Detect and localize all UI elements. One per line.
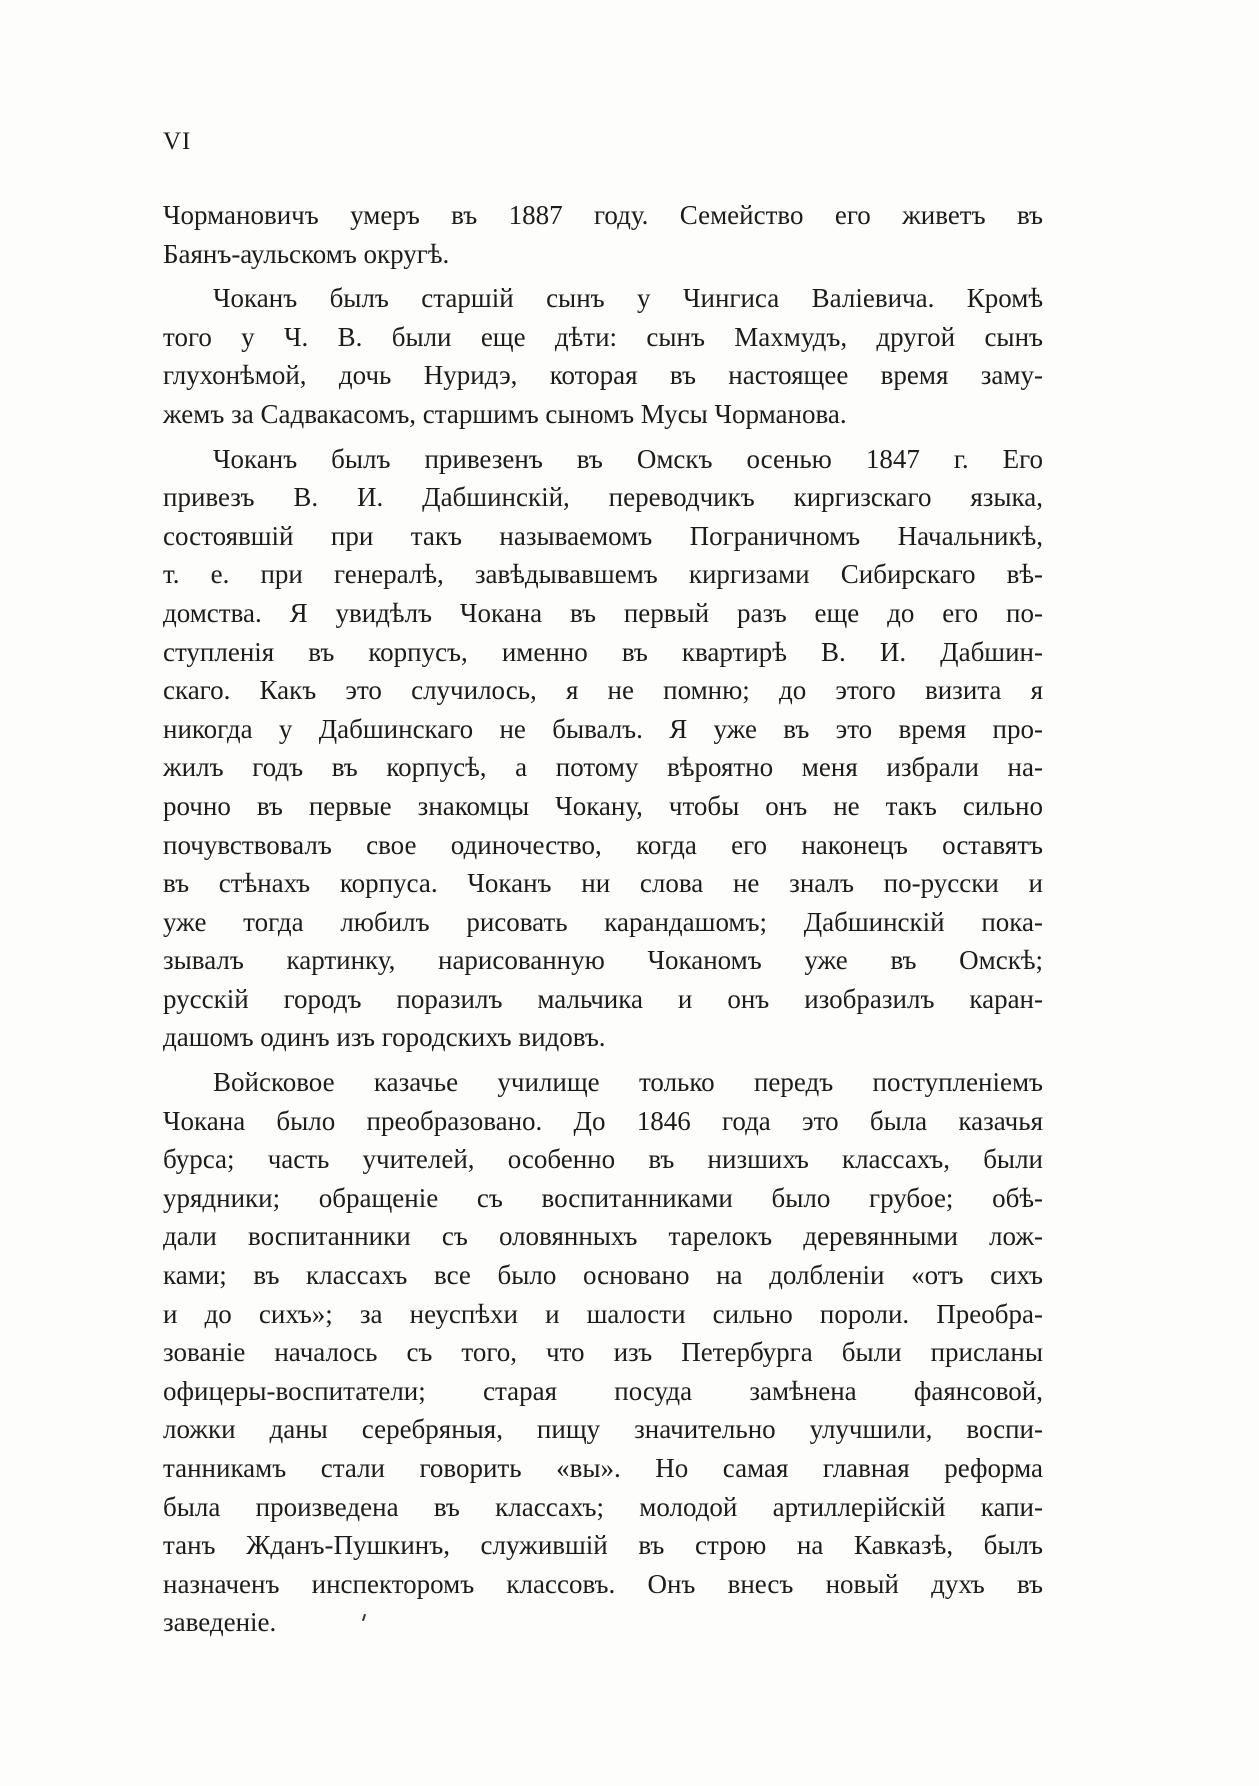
text-line: того у Ч. В. были еще дѣти: сынъ Махмудъ, другой сынъ — [163, 321, 1043, 352]
text-line: т. е. при генералѣ, завѣдывавшемъ киргизами Сибирскаго вѣ- — [163, 559, 1043, 590]
paragraph — [163, 279, 1043, 433]
text-line: танъ Жданъ-Пушкинъ, служившій въ строю на Кавказѣ, былъ — [163, 1530, 1043, 1561]
text-line: Баянъ-аульскомъ округѣ. — [163, 238, 450, 269]
page-number: VI — [163, 128, 192, 155]
text-line: бурса; часть учителей, особенно въ низшихъ классахъ, были — [163, 1144, 1043, 1175]
text-line: въ стѣнахъ корпуса. Чоканъ ни слова не зналъ по-русски и — [163, 868, 1043, 899]
text-line: назначенъ инспекторомъ классовъ. Онъ внесъ новый духъ въ — [163, 1568, 1043, 1599]
text-line: жемъ за Садвакасомъ, старшимъ сыномъ Мусы Чорманова. — [163, 398, 847, 429]
text-line: Чормановичъ умеръ въ 1887 году. Семейство его живетъ въ — [163, 200, 1043, 230]
text-line: рочно въ первые знакомцы Чокану, чтобы онъ не такъ сильно — [163, 790, 1043, 821]
text-line: ложки даны серебряныя, пищу значительно улучшили, воспи- — [163, 1414, 1043, 1445]
text-line: офицеры-воспитатели; старая посуда замѣнена фаянсовой, — [163, 1375, 1043, 1406]
text-line: почувствовалъ свое одиночество, когда его наконецъ оставятъ — [163, 829, 1043, 860]
text-line: танникамъ стали говорить «вы». Но самая главная реформа — [163, 1453, 1043, 1483]
text-line: скаго. Какъ это случилось, я не помню; до этого визита я — [163, 675, 1043, 706]
text-line: Чоканъ былъ старшій сынъ у Чингиса Валіевича. Кромѣ — [213, 283, 1043, 314]
text-line: и до сихъ»; за неуспѣхи и шалости сильно пороли. Преобра- — [163, 1298, 1043, 1329]
text-line: Чоканъ былъ привезенъ въ Омскъ осенью 1847 г. Его — [213, 443, 1043, 474]
text-line: привезъ В. И. Дабшинскій, переводчикъ киргизскаго языка, — [163, 482, 1043, 513]
text-line: никогда у Дабшинскаго не бывалъ. Я уже въ это время про- — [163, 713, 1043, 744]
text-line: была произведена въ классахъ; молодой артиллерійскій капи- — [163, 1491, 1043, 1522]
text-line: зованіе началось съ того, что изъ Петербурга были присланы — [163, 1337, 1043, 1368]
paragraph — [163, 440, 1043, 1058]
text-line: глухонѣмой, дочь Нуридэ, которая въ настоящее время заму- — [163, 360, 1043, 391]
paragraph — [163, 1063, 1043, 1642]
text-line: жилъ годъ въ корпусѣ, а потому вѣроятно меня избрали на- — [163, 752, 1043, 783]
text-body — [163, 196, 1043, 1648]
text-line: Войсковое казачье училище только передъ поступленіемъ — [213, 1067, 1043, 1098]
text-line: уже тогда любилъ рисовать карандашомъ; Дабшинскій пока- — [163, 906, 1043, 937]
text-line: дали воспитанники съ оловянныхъ тарелокъ деревянными лож- — [163, 1221, 1043, 1252]
text-line: заведеніе. — [163, 1607, 277, 1638]
text-line: домства. Я увидѣлъ Чокана въ первый разъ еще до его по- — [163, 597, 1043, 628]
text-line: состоявшій при такъ называемомъ Пограничномъ Начальникѣ, — [163, 520, 1043, 551]
text-line: ступленія въ корпусъ, именно въ квартирѣ В. И. Дабшин- — [163, 636, 1043, 667]
text-line: ками; въ классахъ все было основано на долбленіи «отъ сихъ — [163, 1260, 1043, 1291]
paragraph — [163, 196, 1043, 273]
text-line: урядники; обращеніе съ воспитанниками было грубое; обѣ- — [163, 1182, 1043, 1213]
text-line: дашомъ одинъ изъ городскихъ видовъ. — [163, 1022, 606, 1053]
text-line: зывалъ картинку, нарисованную Чоканомъ уже въ Омскѣ; — [163, 945, 1043, 976]
text-line: русскій городъ поразилъ мальчика и онъ изобразилъ каран- — [163, 983, 1043, 1014]
text-line: Чокана было преобразовано. До 1846 года это была казачья — [163, 1105, 1043, 1136]
